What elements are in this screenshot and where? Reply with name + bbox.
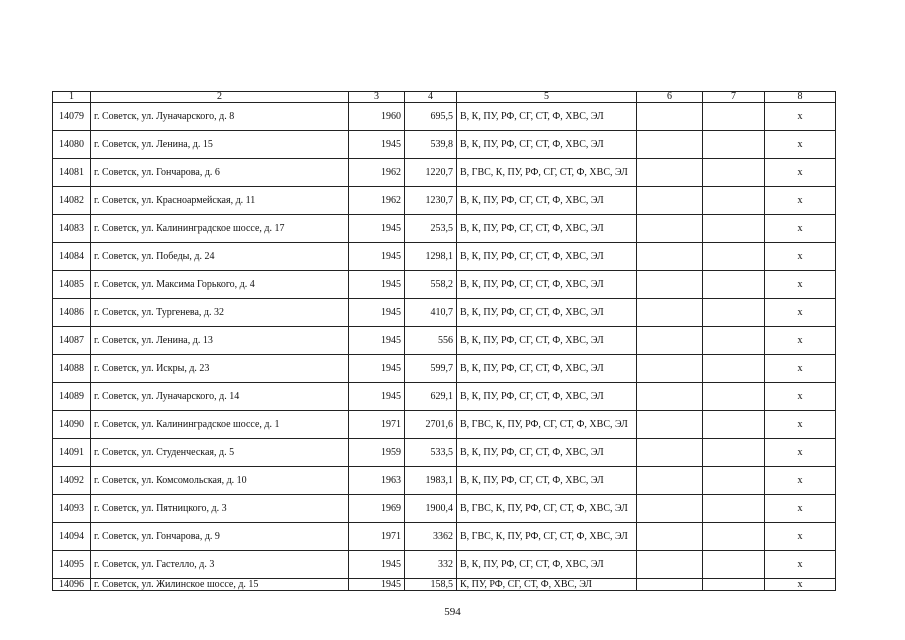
column-6-cell [637,131,703,159]
mark-cell: x [765,579,836,591]
year-cell: 1945 [349,299,405,327]
column-6-cell [637,523,703,551]
area-cell: 3362 [405,523,457,551]
row-number: 14081 [53,159,91,187]
mark-cell: x [765,439,836,467]
address-cell: г. Советск, ул. Красноармейская, д. 11 [91,187,349,215]
column-6-cell [637,579,703,591]
row-number: 14085 [53,271,91,299]
row-number: 14080 [53,131,91,159]
systems-cell: К, ПУ, РФ, СГ, СТ, Ф, ХВС, ЭЛ [457,579,637,591]
area-cell: 695,5 [405,103,457,131]
address-cell: г. Советск, ул. Максима Горького, д. 4 [91,271,349,299]
column-6-cell [637,383,703,411]
address-cell: г. Советск, ул. Комсомольская, д. 10 [91,467,349,495]
column-7-cell [703,579,765,591]
row-number: 14089 [53,383,91,411]
systems-cell: В, К, ПУ, РФ, СГ, СТ, Ф, ХВС, ЭЛ [457,467,637,495]
address-cell: г. Советск, ул. Калининградское шоссе, д. 1 [91,411,349,439]
table-row [53,187,836,215]
column-6-cell [637,215,703,243]
systems-cell: В, ГВС, К, ПУ, РФ, СГ, СТ, Ф, ХВС, ЭЛ [457,523,637,551]
year-cell: 1945 [349,383,405,411]
mark-cell: x [765,187,836,215]
column-6-cell [637,355,703,383]
year-cell: 1971 [349,411,405,439]
address-cell: г. Советск, ул. Луначарского, д. 14 [91,383,349,411]
mark-cell: x [765,215,836,243]
systems-cell: В, К, ПУ, РФ, СГ, СТ, Ф, ХВС, ЭЛ [457,271,637,299]
column-header: 3 [349,92,405,103]
table-row [53,271,836,299]
address-cell: г. Советск, ул. Гончарова, д. 9 [91,523,349,551]
row-number: 14079 [53,103,91,131]
column-7-cell [703,327,765,355]
area-cell: 599,7 [405,355,457,383]
mark-cell: x [765,523,836,551]
table-row [53,551,836,579]
year-cell: 1962 [349,159,405,187]
systems-cell: В, ГВС, К, ПУ, РФ, СГ, СТ, Ф, ХВС, ЭЛ [457,495,637,523]
systems-cell: В, К, ПУ, РФ, СГ, СТ, Ф, ХВС, ЭЛ [457,439,637,467]
year-cell: 1945 [349,327,405,355]
year-cell: 1962 [349,187,405,215]
column-6-cell [637,327,703,355]
table-body [53,103,836,591]
year-cell: 1963 [349,467,405,495]
column-6-cell [637,103,703,131]
address-cell: г. Советск, ул. Студенческая, д. 5 [91,439,349,467]
column-7-cell [703,439,765,467]
row-number: 14084 [53,243,91,271]
systems-cell: В, К, ПУ, РФ, СГ, СТ, Ф, ХВС, ЭЛ [457,327,637,355]
column-7-cell [703,523,765,551]
table-row [53,215,836,243]
area-cell: 410,7 [405,299,457,327]
row-number: 14093 [53,495,91,523]
row-number: 14094 [53,523,91,551]
column-6-cell [637,271,703,299]
mark-cell: x [765,271,836,299]
systems-cell: В, К, ПУ, РФ, СГ, СТ, Ф, ХВС, ЭЛ [457,243,637,271]
column-6-cell [637,243,703,271]
column-6-cell [637,187,703,215]
area-cell: 1220,7 [405,159,457,187]
systems-cell: В, К, ПУ, РФ, СГ, СТ, Ф, ХВС, ЭЛ [457,103,637,131]
column-header: 4 [405,92,457,103]
table-row [53,299,836,327]
address-cell: г. Советск, ул. Луначарского, д. 8 [91,103,349,131]
row-number: 14087 [53,327,91,355]
column-7-cell [703,131,765,159]
mark-cell: x [765,243,836,271]
column-6-cell [637,159,703,187]
mark-cell: x [765,355,836,383]
column-header: 7 [703,92,765,103]
systems-cell: В, ГВС, К, ПУ, РФ, СГ, СТ, Ф, ХВС, ЭЛ [457,159,637,187]
mark-cell: x [765,411,836,439]
address-cell: г. Советск, ул. Тургенева, д. 32 [91,299,349,327]
address-cell: г. Советск, ул. Пятницкого, д. 3 [91,495,349,523]
row-number: 14092 [53,467,91,495]
systems-cell: В, К, ПУ, РФ, СГ, СТ, Ф, ХВС, ЭЛ [457,299,637,327]
year-cell: 1945 [349,131,405,159]
area-cell: 629,1 [405,383,457,411]
row-number: 14096 [53,579,91,591]
area-cell: 533,5 [405,439,457,467]
table-row [53,411,836,439]
year-cell: 1945 [349,243,405,271]
column-7-cell [703,355,765,383]
address-cell: г. Советск, ул. Ленина, д. 13 [91,327,349,355]
row-number: 14082 [53,187,91,215]
systems-cell: В, ГВС, К, ПУ, РФ, СГ, СТ, Ф, ХВС, ЭЛ [457,411,637,439]
year-cell: 1969 [349,495,405,523]
area-cell: 158,5 [405,579,457,591]
area-cell: 1983,1 [405,467,457,495]
area-cell: 1900,4 [405,495,457,523]
table-row [53,439,836,467]
year-cell: 1945 [349,271,405,299]
mark-cell: x [765,159,836,187]
systems-cell: В, К, ПУ, РФ, СГ, СТ, Ф, ХВС, ЭЛ [457,215,637,243]
column-7-cell [703,551,765,579]
column-7-cell [703,271,765,299]
column-header: 5 [457,92,637,103]
table-row [53,355,836,383]
year-cell: 1945 [349,215,405,243]
systems-cell: В, К, ПУ, РФ, СГ, СТ, Ф, ХВС, ЭЛ [457,551,637,579]
address-cell: г. Советск, ул. Гастелло, д. 3 [91,551,349,579]
table-row [53,327,836,355]
area-cell: 556 [405,327,457,355]
systems-cell: В, К, ПУ, РФ, СГ, СТ, Ф, ХВС, ЭЛ [457,355,637,383]
mark-cell: x [765,103,836,131]
column-header: 6 [637,92,703,103]
area-cell: 1230,7 [405,187,457,215]
year-cell: 1959 [349,439,405,467]
area-cell: 253,5 [405,215,457,243]
year-cell: 1960 [349,103,405,131]
table-row [53,579,836,591]
column-7-cell [703,495,765,523]
column-6-cell [637,467,703,495]
area-cell: 558,2 [405,271,457,299]
column-6-cell [637,495,703,523]
column-header: 2 [91,92,349,103]
table-row [53,159,836,187]
column-header: 8 [765,92,836,103]
column-7-cell [703,467,765,495]
table-row [53,383,836,411]
table-row [53,243,836,271]
mark-cell: x [765,299,836,327]
address-cell: г. Советск, ул. Гончарова, д. 6 [91,159,349,187]
column-7-cell [703,411,765,439]
column-7-cell [703,299,765,327]
systems-cell: В, К, ПУ, РФ, СГ, СТ, Ф, ХВС, ЭЛ [457,187,637,215]
area-cell: 332 [405,551,457,579]
header-row [53,92,836,103]
table-row [53,131,836,159]
year-cell: 1971 [349,523,405,551]
mark-cell: x [765,467,836,495]
year-cell: 1945 [349,579,405,591]
column-7-cell [703,187,765,215]
area-cell: 2701,6 [405,411,457,439]
row-number: 14086 [53,299,91,327]
buildings-table [52,91,836,591]
systems-cell: В, К, ПУ, РФ, СГ, СТ, Ф, ХВС, ЭЛ [457,131,637,159]
row-number: 14088 [53,355,91,383]
column-header: 1 [53,92,91,103]
column-7-cell [703,159,765,187]
address-cell: г. Советск, ул. Победы, д. 24 [91,243,349,271]
table-row [53,523,836,551]
column-7-cell [703,383,765,411]
page-number: 594 [444,606,461,618]
column-7-cell [703,103,765,131]
column-6-cell [637,411,703,439]
column-7-cell [703,243,765,271]
mark-cell: x [765,327,836,355]
column-7-cell [703,215,765,243]
mark-cell: x [765,495,836,523]
address-cell: г. Советск, ул. Искры, д. 23 [91,355,349,383]
column-6-cell [637,551,703,579]
table-row [53,103,836,131]
address-cell: г. Советск, ул. Калининградское шоссе, д. 17 [91,215,349,243]
row-number: 14090 [53,411,91,439]
table-row [53,467,836,495]
area-cell: 1298,1 [405,243,457,271]
systems-cell: В, К, ПУ, РФ, СГ, СТ, Ф, ХВС, ЭЛ [457,383,637,411]
row-number: 14083 [53,215,91,243]
area-cell: 539,8 [405,131,457,159]
table-row [53,495,836,523]
year-cell: 1945 [349,355,405,383]
row-number: 14091 [53,439,91,467]
row-number: 14095 [53,551,91,579]
mark-cell: x [765,383,836,411]
year-cell: 1945 [349,551,405,579]
column-6-cell [637,299,703,327]
mark-cell: x [765,551,836,579]
mark-cell: x [765,131,836,159]
column-6-cell [637,439,703,467]
address-cell: г. Советск, ул. Жилинское шоссе, д. 15 [91,579,349,591]
address-cell: г. Советск, ул. Ленина, д. 15 [91,131,349,159]
